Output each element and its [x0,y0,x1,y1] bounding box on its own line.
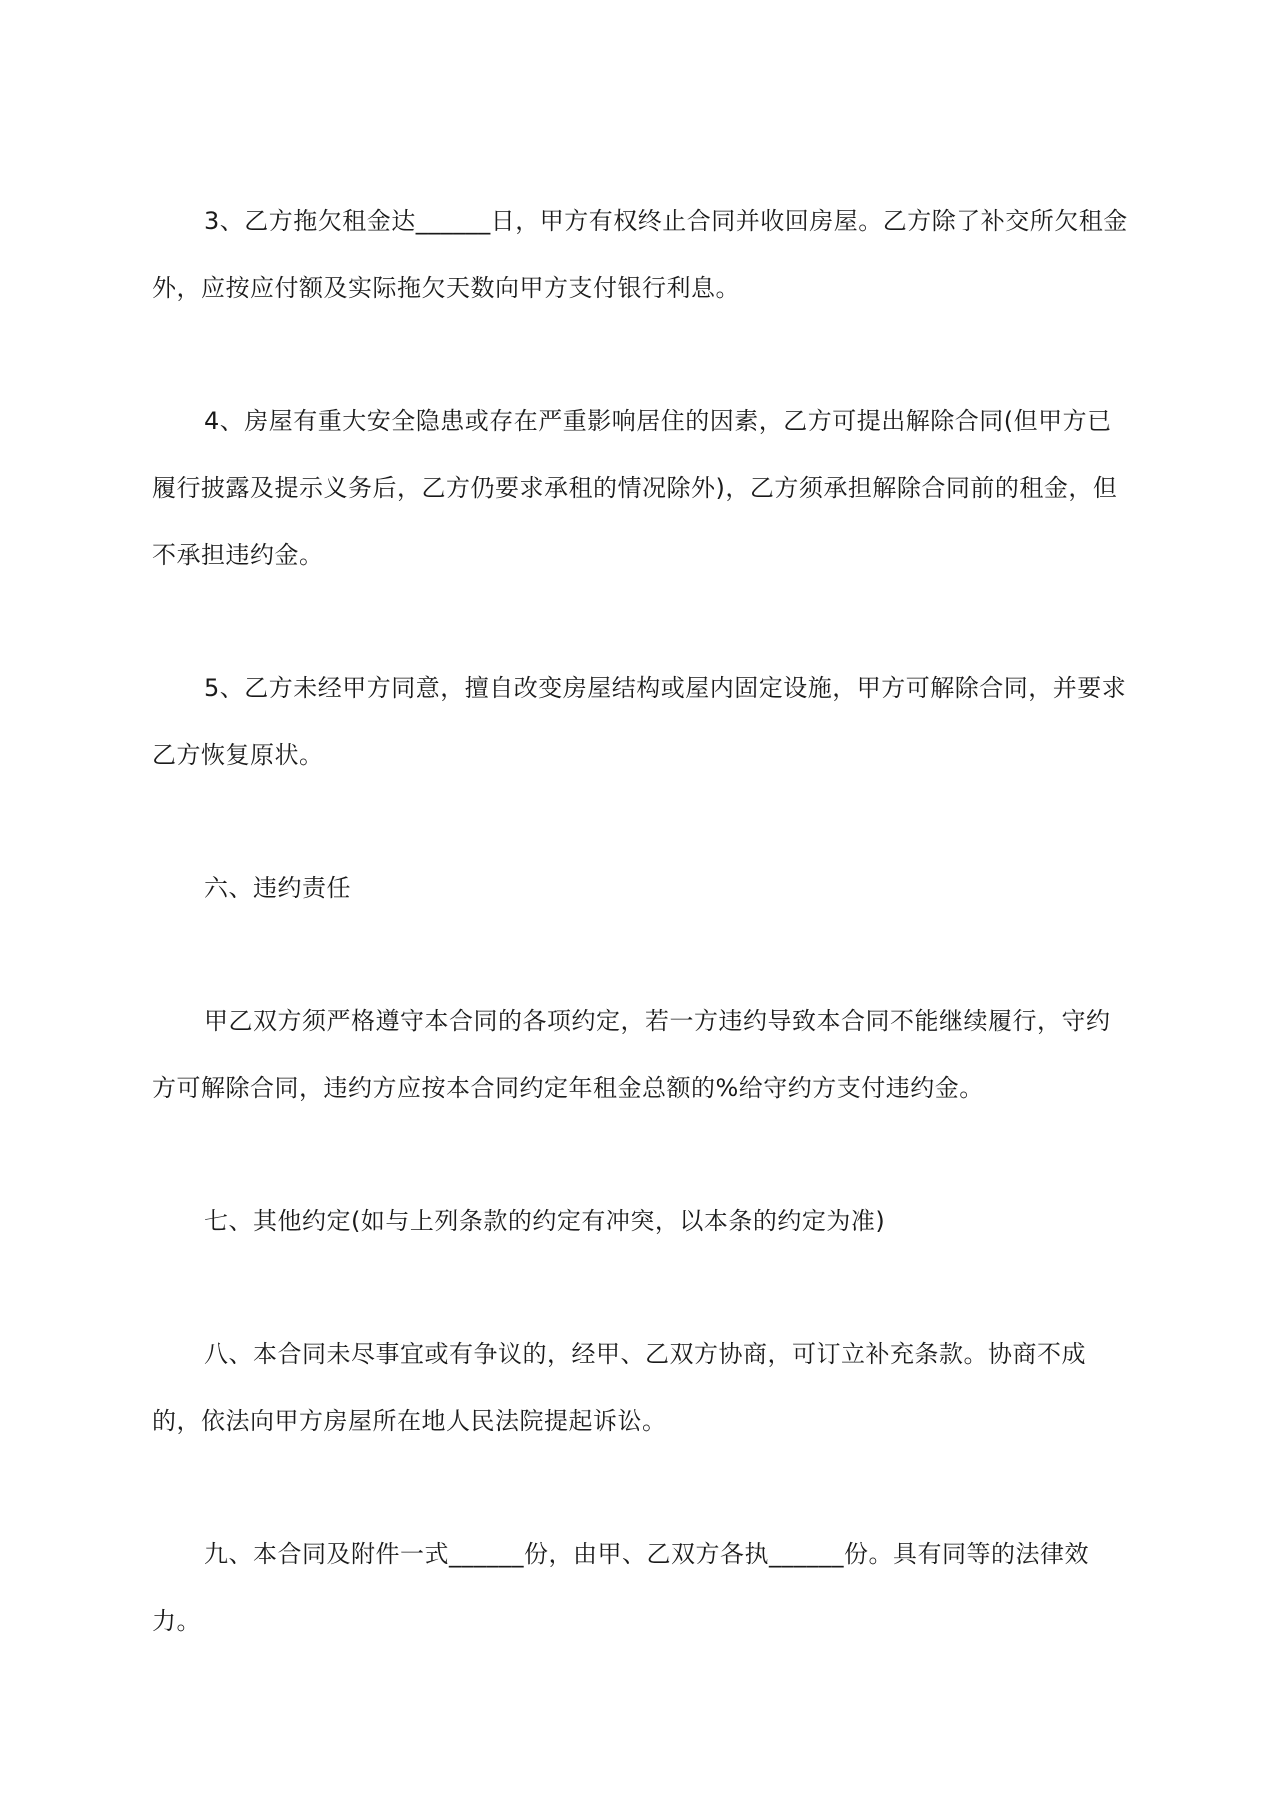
section-heading-breach-liability: 六、违约责任 [204,874,351,902]
section-8-disputes: 八、本合同未尽事宜或有争议的，经甲、乙双方协商，可订立补充条款。协商不成的，依法向甲方房屋所在地人民法院提起诉讼。 [152,1340,1086,1435]
breach-liability-text: 甲乙双方须严格遵守本合同的各项约定，若一方违约导致本合同不能继续履行，守约方可解除合同，违约方应按本合同约定年租金总额的%给守约方支付违约金。 [152,1007,1111,1102]
clause-4-safety-hazard: 4、房屋有重大安全隐患或存在严重影响居住的因素，乙方可提出解除合同(但甲方已履行披露及提示义务后，乙方仍要求承租的情况除外)，乙方须承担解除合同前的租金，但不承担违约金。 [152,407,1118,569]
section-9-copies: 九、本合同及附件一式______份，由甲、乙双方各执______份。具有同等的法律效力。 [152,1540,1089,1635]
clause-5-unauthorized-alteration: 5、乙方未经甲方同意，擅自改变房屋结构或屋内固定设施，甲方可解除合同，并要求乙方恢复原状。 [152,674,1127,769]
section-heading-other-agreements: 七、其他约定(如与上列条款的约定有冲突，以本条的约定为准) [204,1207,886,1235]
clause-3-rent-arrears: 3、乙方拖欠租金达______日，甲方有权终止合同并收回房屋。乙方除了补交所欠租金外，应按应付额及实际拖欠天数向甲方支付银行利息。 [152,207,1128,302]
